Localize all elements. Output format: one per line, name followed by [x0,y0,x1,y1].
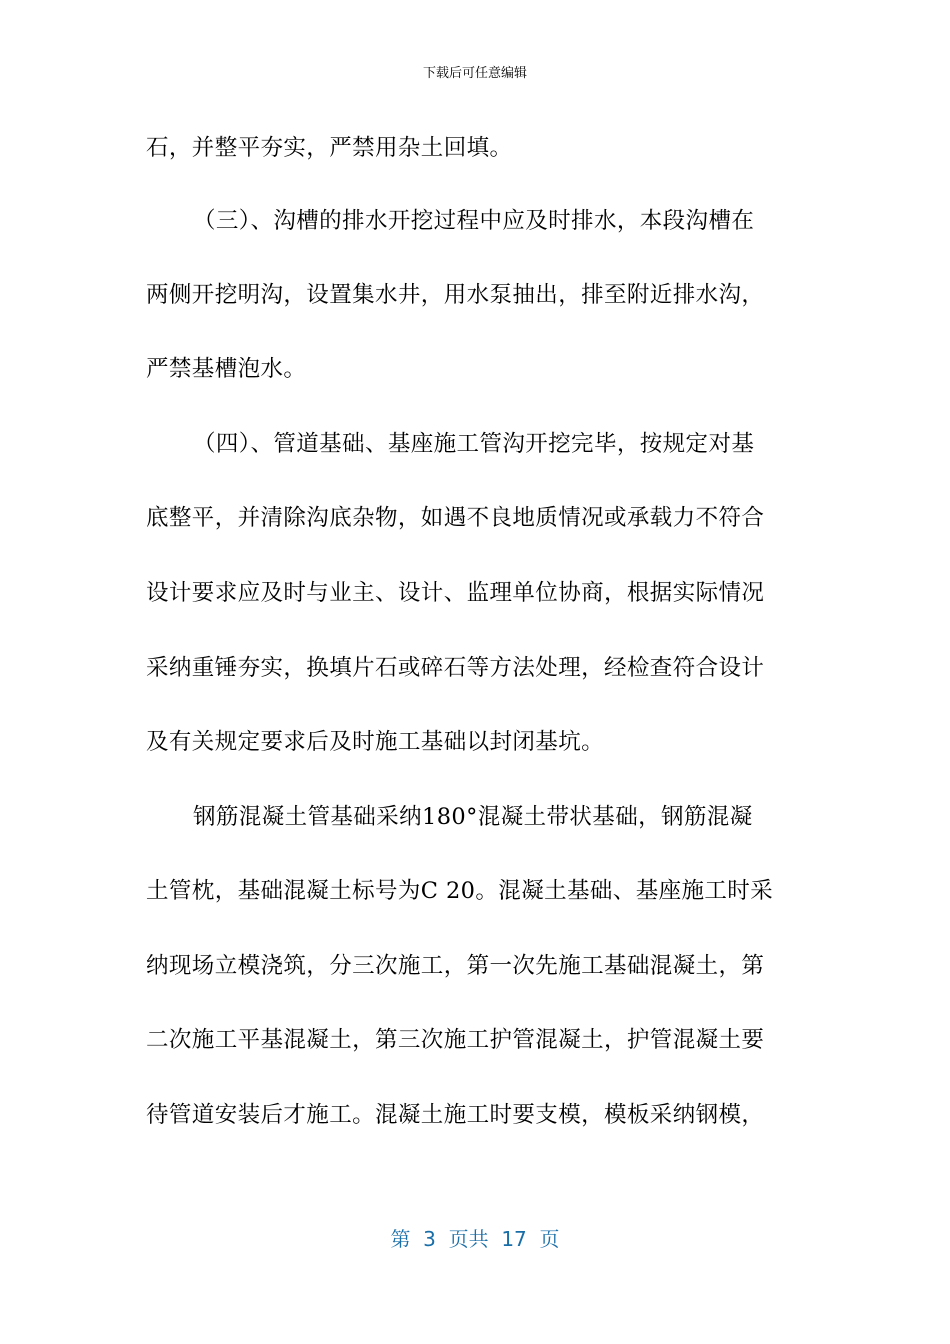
text-line: 严禁基槽泡水。 [146,356,307,382]
text-line: （三）、沟槽的排水开挖过程中应及时排水，本段沟槽在 [193,208,755,234]
page-number-footer: 第 3 页共 17 页 [390,1227,560,1251]
text-line: 底整平，并清除沟底杂物，如遇不良地质情况或承载力不符合 [146,505,765,531]
text-line: 纳现场立模浇筑，分三次施工，第一次先施工基础混凝土，第 [146,953,765,979]
text-line: 石，并整平夯实，严禁用杂土回填。 [146,135,513,161]
text-line: （四）、管道基础、基座施工管沟开挖完毕，按规定对基 [193,431,755,457]
text-line: 钢筋混凝土管基础采纳180°混凝土带状基础，钢筋混凝 [193,804,753,830]
text-line: 待管道安装后才施工。混凝土施工时要支模，模板采纳钢模， [146,1102,765,1128]
text-line: 及有关规定要求后及时施工基础以封闭基坑。 [146,729,605,755]
text-line: 土管枕，基础混凝土标号为C 20。混凝土基础、基座施工时采 [146,878,774,904]
page-header: 下载后可任意编辑 [422,66,527,81]
text-line: 二次施工平基混凝土，第三次施工护管混凝土，护管混凝土要 [146,1027,765,1053]
text-line: 两侧开挖明沟，设置集水井，用水泵抽出，排至附近排水沟， [146,282,765,308]
text-line: 采纳重锤夯实，换填片石或碎石等方法处理，经检查符合设计 [146,655,765,681]
text-line: 设计要求应及时与业主、设计、监理单位协商，根据实际情况 [146,580,765,606]
